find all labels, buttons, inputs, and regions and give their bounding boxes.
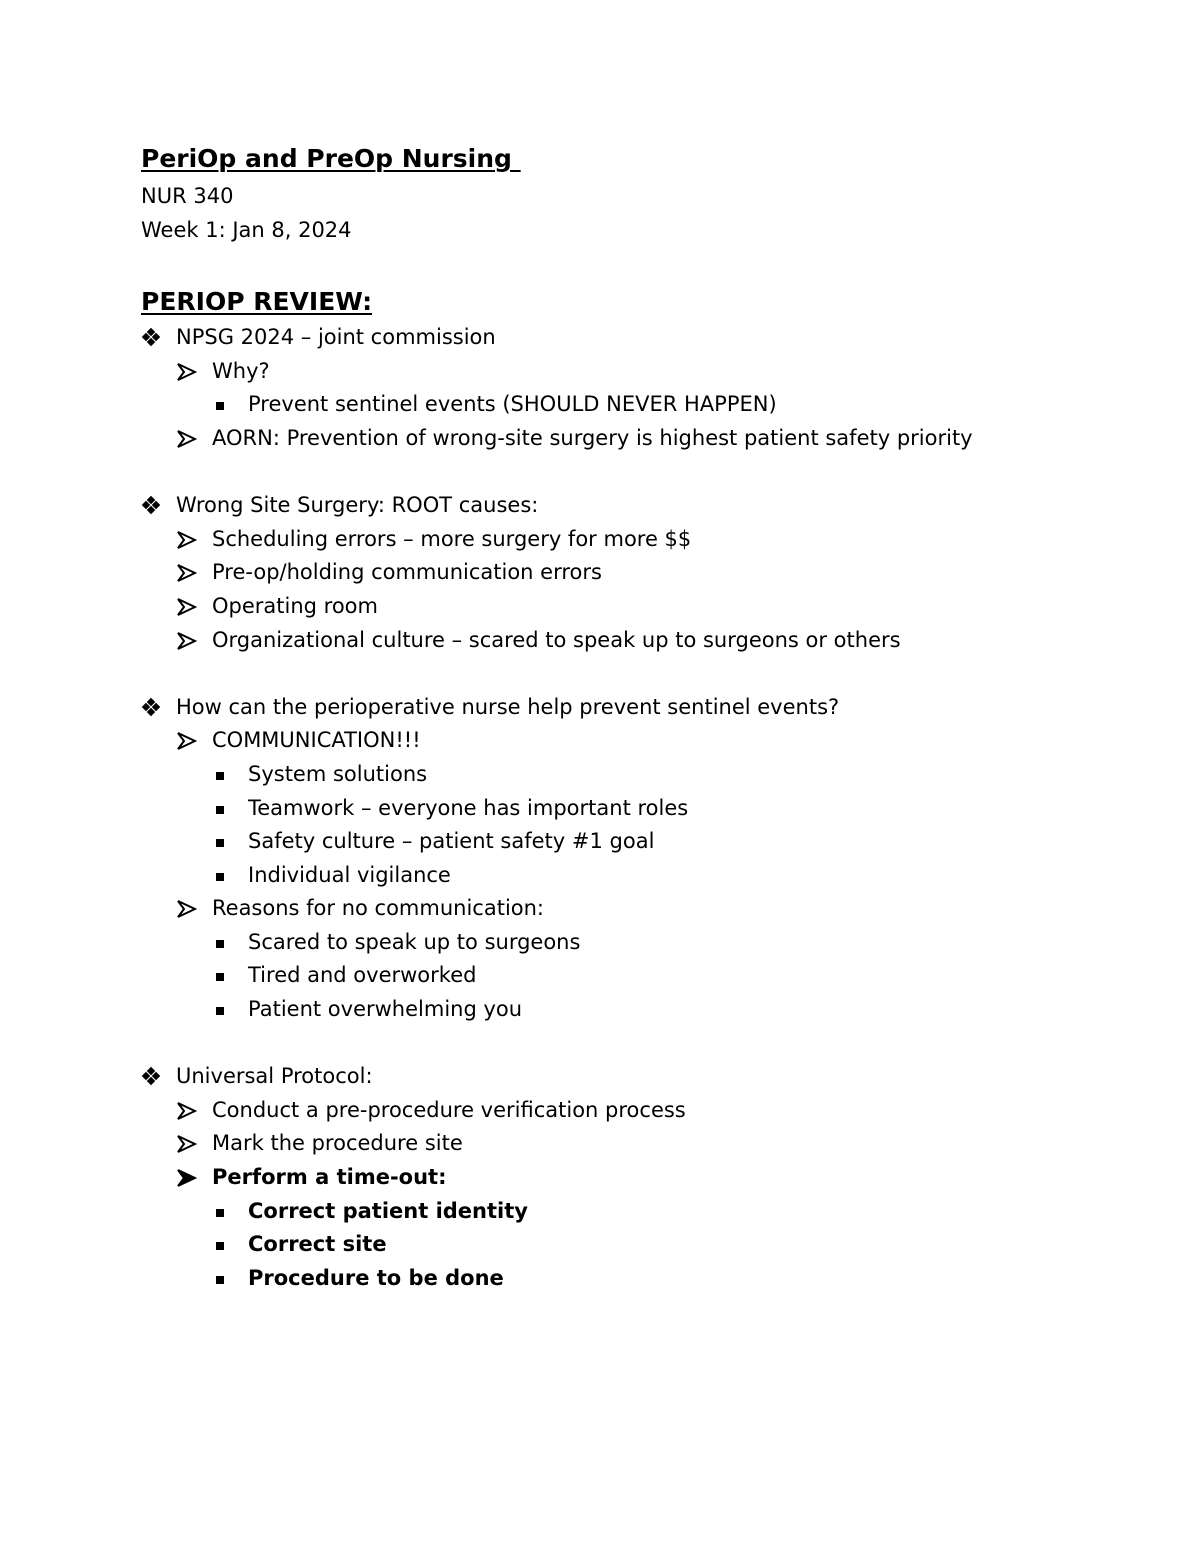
list-item — [141, 1127, 1141, 1161]
list-item-text: Procedure to be done — [248, 1265, 504, 1290]
list-item-text: Safety culture – patient safety #1 goal — [248, 829, 655, 854]
arrowhead-bullet-icon — [177, 422, 212, 456]
square-bullet-icon — [213, 825, 248, 859]
arrowhead-bullet-icon — [177, 556, 212, 590]
list-item-text: Wrong Site Surgery: ROOT causes: — [176, 493, 539, 518]
list-item — [141, 993, 1141, 1027]
list-item-text: Mark the procedure site — [212, 1131, 463, 1156]
square-bullet-icon — [213, 859, 248, 893]
list-item — [141, 1060, 1141, 1094]
list-item — [141, 724, 1141, 758]
arrowhead-bullet-icon — [177, 892, 212, 926]
square-bullet-icon — [213, 388, 248, 422]
arrowhead-bullet-icon — [177, 590, 212, 624]
list-item-text: Teamwork – everyone has important roles — [248, 795, 689, 820]
list-item-text: AORN: Prevention of wrong-site surgery is highest patient safety priority — [212, 425, 973, 450]
four-diamond-bullet-icon — [141, 691, 176, 725]
list-item-text: NPSG 2024 – joint commission — [176, 325, 496, 350]
list-item-text: How can the perioperative nurse help prevent sentinel events? — [176, 694, 840, 719]
list-item-text: Correct site — [248, 1232, 387, 1257]
arrowhead-bullet-icon — [177, 724, 212, 758]
document-page — [141, 142, 1141, 1295]
list-item-text: Scheduling errors – more surgery for more $$ — [212, 526, 692, 551]
list-item — [141, 926, 1141, 960]
square-bullet-icon — [213, 1262, 248, 1296]
list-item-text: Conduct a pre-procedure verification process — [212, 1097, 686, 1122]
course-code: NUR 340 — [141, 184, 234, 208]
square-bullet-icon — [213, 959, 248, 993]
list-item — [141, 388, 1141, 422]
four-diamond-bullet-icon — [141, 489, 176, 523]
list-item-text: COMMUNICATION!!! — [212, 728, 421, 753]
list-item-text: Patient overwhelming you — [248, 997, 523, 1022]
list-item-text: Prevent sentinel events (SHOULD NEVER HAPPEN) — [248, 392, 777, 417]
list-item-text: Operating room — [212, 593, 378, 618]
list-item — [141, 556, 1141, 590]
spacer — [141, 657, 1141, 691]
list-item — [141, 321, 1141, 355]
square-bullet-icon — [213, 993, 248, 1027]
list-item — [141, 422, 1141, 456]
list-item — [141, 355, 1141, 389]
list-item — [141, 825, 1141, 859]
square-bullet-icon — [213, 1195, 248, 1229]
square-bullet-icon — [213, 1228, 248, 1262]
list-item — [141, 792, 1141, 826]
list-item — [141, 523, 1141, 557]
list-item — [141, 1195, 1141, 1229]
section-title: PERIOP REVIEW: — [141, 287, 373, 317]
arrowhead-bullet-icon — [177, 355, 212, 389]
document-title: PeriOp and PreOp Nursing — [141, 144, 521, 173]
list-item-text: Organizational culture – scared to speak up to surgeons or others — [212, 627, 901, 652]
list-item-text: Universal Protocol: — [176, 1064, 373, 1089]
arrowhead-bullet-icon — [177, 1161, 212, 1195]
four-diamond-bullet-icon — [141, 1060, 176, 1094]
arrowhead-bullet-icon — [177, 1127, 212, 1161]
list-item-text: Correct patient identity — [248, 1198, 528, 1223]
list-item-text: Why? — [212, 358, 270, 383]
square-bullet-icon — [213, 758, 248, 792]
list-item-text: Scared to speak up to surgeons — [248, 929, 581, 954]
arrowhead-bullet-icon — [177, 1094, 212, 1128]
list-item — [141, 959, 1141, 993]
list-item — [141, 1094, 1141, 1128]
list-item — [141, 859, 1141, 893]
list-item — [141, 758, 1141, 792]
list-item — [141, 1228, 1141, 1262]
list-item — [141, 1161, 1141, 1195]
spacer — [141, 456, 1141, 490]
spacer — [141, 1027, 1141, 1061]
list-item-text: Tired and overworked — [248, 963, 477, 988]
arrowhead-bullet-icon — [177, 624, 212, 658]
spacer — [141, 247, 1141, 285]
arrowhead-bullet-icon — [177, 523, 212, 557]
week-date: Week 1: Jan 8, 2024 — [141, 217, 352, 242]
list-item-text: Pre-op/holding communication errors — [212, 560, 602, 585]
list-item — [141, 590, 1141, 624]
list-item-text: System solutions — [248, 761, 428, 786]
list-item — [141, 691, 1141, 725]
square-bullet-icon — [213, 926, 248, 960]
list-item — [141, 892, 1141, 926]
list-item-text: Individual vigilance — [248, 862, 451, 887]
list-item-text: Perform a time-out: — [212, 1165, 447, 1190]
list-item — [141, 624, 1141, 658]
square-bullet-icon — [213, 792, 248, 826]
list-item-text: Reasons for no communication: — [212, 896, 545, 921]
list-item — [141, 1262, 1141, 1296]
list-item — [141, 489, 1141, 523]
four-diamond-bullet-icon — [141, 321, 176, 355]
